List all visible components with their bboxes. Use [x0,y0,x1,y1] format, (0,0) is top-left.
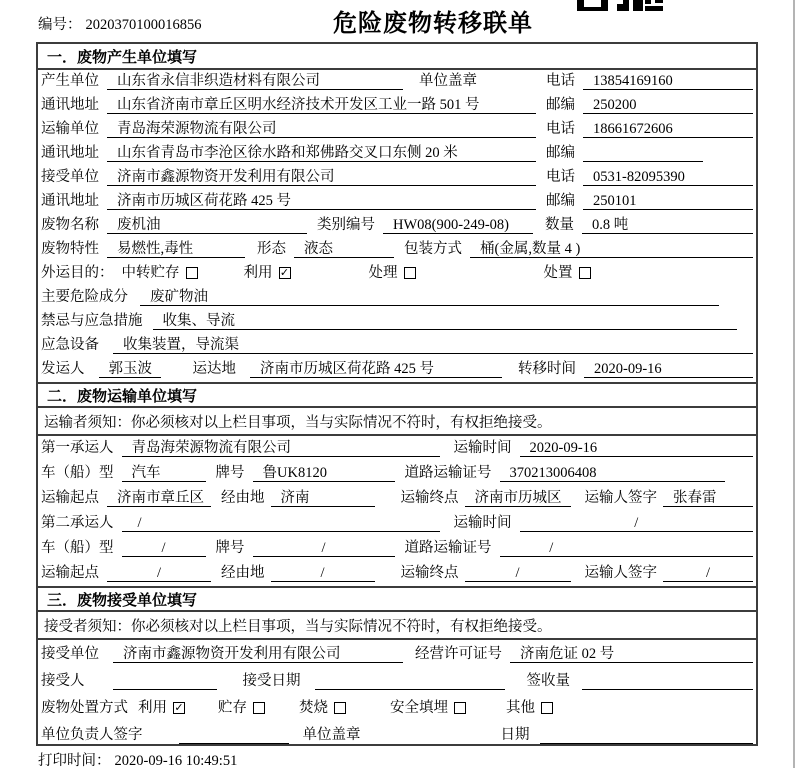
receiving-unit-label: 接受单位 [41,646,99,662]
received-amount-value [582,672,753,690]
row-left [41,168,546,186]
producer-unit-value: 山东省永信非织造材料有限公司 [107,72,403,90]
waste-name-row [38,214,756,238]
row-left [41,96,546,114]
carrier2-value: / [122,514,440,532]
transport-time-label: 运输时间 [453,515,512,531]
section2-notice: 运输者须知：你必须核对以上栏目事项，当与实际情况不符时，有权拒绝接受。 [38,408,756,436]
plate-label: 牌号 [215,540,245,556]
producer-address-row [38,94,756,118]
terminus2-value: / [465,564,571,582]
transporter-sign-label: 运输人签字 [584,490,657,506]
category-code-value: HW08(900-249-08) [383,216,533,234]
row-right [546,72,753,90]
hazard-row [38,286,756,310]
terminus-label: 运输终点 [400,490,459,506]
serial-number-line [38,13,202,34]
document-header [0,0,796,42]
origin-label: 运输起点 [41,490,99,506]
row-right [546,120,753,138]
disposal-option-label: 焚烧 [299,700,328,716]
receiver-phone-value: 0531-82095390 [583,168,753,186]
checkbox-utilize: ✓ [279,266,290,279]
terminus1-value: 济南市历城区 [465,489,571,507]
receive-date-value [315,672,505,690]
section1-header: 一．废物产生单位填写 [38,44,756,70]
receiver-label: 接受单位 [41,169,99,185]
qr-code-fragment [577,0,663,11]
carrier1-time-value: 2020-09-16 [520,439,754,457]
origin-label: 运输起点 [41,565,99,581]
receiver-postcode-value: 250101 [583,192,753,210]
page-edge [793,0,795,768]
postcode-label: 邮编 [546,145,575,161]
emergency-measures-value: 收集、导流 [153,312,738,330]
serial-label: 编号： [38,17,82,33]
carrier2-label: 第二承运人 [41,515,114,531]
sign2-value: / [663,564,753,582]
purpose-label: 外运目的： [41,265,114,281]
route2-row [38,561,756,586]
plate1-value: 鲁UK8120 [253,464,395,482]
purpose-option-label: 处理 [368,265,398,281]
carrier1-label: 第一承运人 [41,440,114,456]
carrier1-value: 青岛海荣源物流有限公司 [122,439,440,457]
purpose-option-label: 中转贮存 [121,265,180,281]
vehicle1-row [38,461,756,486]
origin1-value: 济南市章丘区 [107,489,211,507]
phone-label: 电话 [546,121,575,137]
destination-value: 济南市历城区荷花路 425 号 [250,360,502,378]
transporter-phone-value: 18661672606 [583,120,753,138]
via-label: 经由地 [221,490,265,506]
producer-address-value: 山东省济南市章丘区明水经济技术开发区工业一路 501 号 [107,96,536,114]
row-left [41,192,546,210]
transporter-row [38,118,756,142]
print-time-label: 打印时间： [38,753,111,768]
vehicle-type-label: 车（船）型 [41,465,114,481]
transporter-label: 运输单位 [41,121,99,137]
address-label: 通讯地址 [41,193,99,209]
unit-seal-label: 单位盖章 [419,73,477,89]
carrier2-row [38,511,756,536]
via1-value: 济南 [271,489,375,507]
permit1-value: 370213006408 [500,464,726,482]
manager-sign-row [38,721,756,748]
transporter-value: 青岛海荣源物流有限公司 [107,120,536,138]
origin2-value: / [107,564,211,582]
receiver-row [38,166,756,190]
recipient-label: 接受人 [41,673,85,689]
receiver-address-value: 济南市历城区荷花路 425 号 [107,192,536,210]
vehicle1-value: 汽车 [122,464,206,482]
plate2-value: / [253,539,395,557]
recipient-value [113,672,217,690]
address-label: 通讯地址 [41,145,99,161]
checkbox-dispose [579,267,591,279]
permit-label: 道路运输证号 [404,465,492,481]
quantity-label: 数量 [545,217,574,233]
row-left [41,72,546,90]
transporter-postcode-value [583,144,703,162]
row-left [41,120,546,138]
purpose-row [38,262,756,286]
via-label: 经由地 [221,565,265,581]
disposal-method-row [38,694,756,721]
emergency-measures-row [38,310,756,334]
purpose-option-label: 利用 [243,265,273,281]
disposal-option-label: 利用 [138,700,167,716]
packing-value: 桶(金属,数量 4 ) [470,240,753,258]
section3-header: 三．废物接受单位填写 [38,586,756,612]
manifest-form [36,42,758,746]
waste-characteristic-row [38,238,756,262]
row-right [546,192,753,210]
unit-seal-label: 单位盖章 [302,727,361,743]
physical-form-value: 液态 [294,240,394,258]
terminus-label: 运输终点 [400,565,459,581]
producer-row [38,70,756,94]
receiving-unit-value: 济南市鑫源物资开发利用有限公司 [113,645,403,663]
transport-time-label: 运输时间 [453,440,512,456]
form-title: 危险废物转移联单 [333,11,533,37]
hazard-value: 废矿物油 [140,288,719,306]
checkbox-incinerate [334,702,346,714]
producer-unit-label: 产生单位 [41,73,99,89]
address-label: 通讯地址 [41,97,99,113]
receive-date-label: 接受日期 [242,673,301,689]
disposal-method-label: 废物处置方式 [41,700,128,716]
serial-number: 2020370100016856 [85,17,202,33]
row-right [546,144,753,162]
checkbox-utilize: ✓ [174,701,184,714]
phone-label: 电话 [546,169,575,185]
category-label: 类别编号 [317,217,375,233]
destination-label: 运达地 [192,361,236,377]
characteristic-value: 易燃性,毒性 [107,240,245,258]
checkbox-transfer-storage [186,267,198,279]
via2-value: / [271,564,375,582]
emergency-equipment-row [38,334,756,358]
consignor-label: 发运人 [41,361,85,377]
vehicle-type-label: 车（船）型 [41,540,114,556]
vehicle2-row [38,536,756,561]
receiver-value: 济南市鑫源物资开发利用有限公司 [107,168,536,186]
transporter-sign-label: 运输人签字 [584,565,657,581]
receiving-unit-row [38,640,756,667]
emergency-measures-label: 禁忌与应急措施 [41,313,143,329]
vehicle2-value: / [122,539,206,557]
phone-label: 电话 [546,73,575,89]
producer-postcode-value: 250200 [583,96,753,114]
form-label: 形态 [257,241,286,257]
permit-label: 道路运输证号 [404,540,492,556]
row-left [41,144,546,162]
permit2-value: / [500,539,754,557]
postcode-label: 邮编 [546,97,575,113]
date-label: 日期 [500,727,530,743]
receiver-address-row [38,190,756,214]
checkbox-storage [253,702,265,714]
license-label: 经营许可证号 [415,646,502,662]
consignor-row [38,358,756,382]
row-right [546,96,753,114]
print-time-line [38,749,237,768]
quantity-value: 0.8 吨 [582,216,753,234]
transfer-time-value: 2020-09-16 [584,360,753,378]
plate-label: 牌号 [215,465,245,481]
manager-sign-value [179,726,289,744]
received-amount-label: 签收量 [526,673,570,689]
transporter-address-row [38,142,756,166]
consignor-value: 郭玉波 [99,360,161,378]
section3-notice: 接受者须知：你必须核对以上栏目事项，当与实际情况不符时，有权拒绝接受。 [38,612,756,640]
packing-label: 包装方式 [404,241,462,257]
route1-row [38,486,756,511]
checkbox-other [541,702,553,714]
sign-date-value [540,726,754,744]
emergency-equipment-label: 应急设备 [41,337,99,353]
waste-name-label: 废物名称 [41,217,99,233]
license-value: 济南危证 02 号 [510,645,753,663]
checkbox-landfill [454,702,466,714]
disposal-option-label: 安全填埋 [390,700,448,716]
row-right [546,168,753,186]
waste-name-value: 废机油 [107,216,307,234]
producer-phone-value: 13854169160 [583,72,753,90]
sign1-value: 张春雷 [663,489,753,507]
transporter-address-value: 山东省青岛市李沧区徐水路和郑佛路交叉口东侧 20 米 [107,144,536,162]
manager-sign-label: 单位负责人签字 [41,727,143,743]
carrier2-time-value: / [520,514,754,532]
print-time-value: 2020-09-16 10:49:51 [114,753,238,768]
checkbox-treat [404,267,416,279]
recipient-row [38,667,756,694]
transfer-time-label: 转移时间 [518,361,576,377]
disposal-option-label: 贮存 [218,700,247,716]
disposal-option-label: 其他 [506,700,535,716]
characteristic-label: 废物特性 [41,241,99,257]
section2-header: 二．废物运输单位填写 [38,382,756,408]
purpose-option-label: 处置 [543,265,573,281]
emergency-equipment-value: 收集装置，导流渠 [113,336,753,354]
carrier1-row [38,436,756,461]
postcode-label: 邮编 [546,193,575,209]
hazard-label: 主要危险成分 [41,289,128,305]
